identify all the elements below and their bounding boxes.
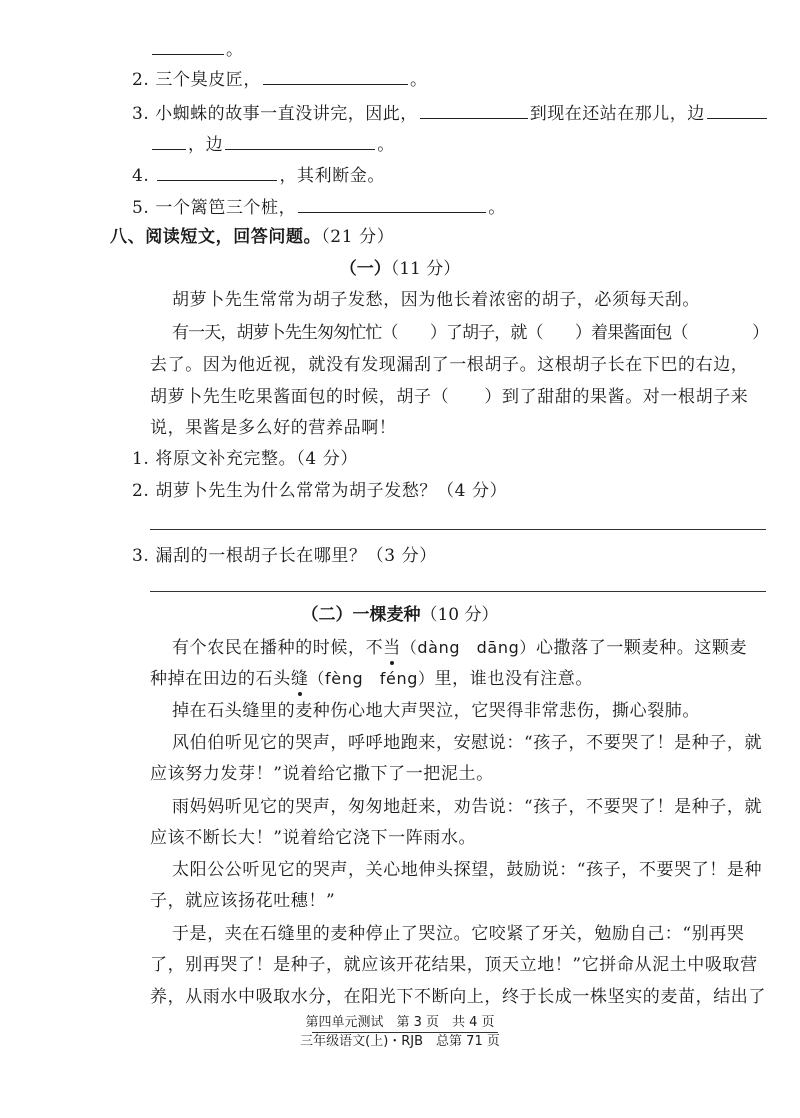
item3-line-2 (150, 131, 395, 156)
passage1-title (0, 258, 800, 280)
question1: 1. 将原文补充完整。（4 分） (132, 449, 358, 469)
passage2-para6-line2: 了，别再哭了！是种子，就应该开花结果，顶天立地！”它拼命从泥土中吸取营 (150, 955, 758, 975)
item3-line (132, 100, 769, 125)
answer-blank[interactable] (298, 194, 486, 213)
passage1-para2-line4: 说，果酱是多么好的营养品啊！ (150, 418, 397, 438)
item4-line (132, 162, 385, 187)
passage2-para6-line1: 于是，夹在石缝里的麦种停止了哭泣。它咬紧了牙关，勉励自己：“别再哭 (172, 924, 745, 944)
pinyin-choice: （dàng dāng） (400, 638, 536, 657)
passage2-text: 种掉在田边的石头 (150, 669, 291, 689)
question3: 3. 漏刮的一根胡子长在哪里？（3 分） (132, 546, 437, 566)
passage2-para4-line1: 雨妈妈听见它的哭声，匆匆地赶来，劝告说：“孩子，不要哭了！是种子，就 (172, 797, 763, 817)
passage1-title-text: （一） (339, 259, 391, 279)
passage2-score: （10 分） (420, 605, 499, 625)
passage2-text: 有个农民在播种的时候，不 (172, 638, 384, 658)
item4-num: 4. (132, 166, 156, 186)
footer-divider (312, 1032, 498, 1033)
answer-blank[interactable] (225, 131, 375, 150)
passage1-para1: 胡萝卜先生常常为胡子发愁，因为他长着浓密的胡子，必须每天刮。 (172, 290, 700, 310)
item1-line (150, 36, 244, 61)
dotted-char: 当 (383, 638, 401, 658)
passage2-para5-line1: 太阳公公听见它的哭声，关心地伸头探望，鼓励说：“孩子，不要哭了！是种 (172, 860, 763, 880)
section-heading-text: 八、阅读短文，回答问题。 (110, 227, 322, 247)
item3-end: 。 (377, 135, 395, 155)
item1-end: 。 (226, 40, 244, 60)
answer-blank[interactable] (152, 131, 186, 150)
item5-line (132, 194, 506, 219)
passage2-para3-line2: 应该努力发芽！”说着给它撒下了一把泥土。 (150, 764, 494, 784)
answer-blank[interactable] (157, 162, 277, 181)
dotted-char: 缝 (290, 669, 309, 689)
passage2-para2: 掉在石头缝里的麦种伤心地大声哭泣，它哭得非常悲伤，撕心裂肺。 (172, 701, 700, 721)
passage2-title (0, 604, 800, 626)
passage2-para5-line2: 子，就应该扬花吐穗！” (150, 891, 336, 911)
passage2-para1-line1 (172, 637, 747, 659)
passage2-para6-line3: 养，从雨水中吸取水分，在阳光下不断向上，终于长成一株坚实的麦苗，结出了 (150, 987, 766, 1007)
item3-text: 3. 小蜘蛛的故事一直没讲完，因此， (132, 104, 418, 124)
passage2-title-text: （二）一棵麦种 (301, 605, 421, 625)
item2-line (132, 66, 428, 91)
answer-blank[interactable] (707, 100, 767, 119)
answer-line[interactable] (150, 529, 766, 530)
passage1-score: （11 分） (390, 259, 461, 279)
answer-line[interactable] (150, 591, 766, 592)
answer-blank[interactable] (263, 66, 408, 85)
item5-text: 5. 一个篱笆三个桩， (132, 198, 297, 218)
passage2-text: 里，谁也没有注意。 (434, 669, 593, 689)
item2-text: 2. 三个臭皮匠， (132, 70, 262, 90)
section-heading (110, 226, 394, 248)
item2-end: 。 (410, 70, 428, 90)
page-footer-line1: 第四单元测试 第 3 页 共 4 页 (305, 1015, 495, 1030)
answer-blank[interactable] (152, 36, 224, 55)
page-footer-line2: 三年级语文(上)・RJB 总第 71 页 (300, 1034, 500, 1049)
section-score: （21 分） (321, 227, 395, 247)
passage1-para2-line2: 去了。因为他近视，就没有发现漏刮了一根胡子。这根胡子长在下巴的右边， (150, 355, 749, 375)
answer-blank[interactable] (420, 100, 528, 119)
question2: 2. 胡萝卜先生为什么常常为胡子发愁？（4 分） (132, 481, 508, 501)
passage2-text: 心撒落了一颗麦种。这颗麦 (535, 638, 748, 658)
passage2-para1-line2 (150, 668, 593, 690)
pinyin-choice: （fèng féng） (308, 669, 435, 688)
item3-text-3: ，边 (188, 135, 224, 155)
passage1-para2-line1: 有一天，胡萝卜先生匆匆忙忙（ ）了胡子，就（ ）着果酱面包（ ） (172, 323, 769, 343)
item3-text-2: 到现在还站在那儿，边 (529, 104, 705, 124)
passage1-para2-line3: 胡萝卜先生吃果酱面包的时候，胡子（ ）到了甜甜的果酱。对一根胡子来 (150, 387, 749, 407)
item5-end: 。 (488, 198, 506, 218)
passage2-para4-line2: 应该不断长大！”说着给它浇下一阵雨水。 (150, 828, 477, 848)
passage2-para3-line1: 风伯伯听见它的哭声，呼呼地跑来，安慰说：“孩子，不要哭了！是种子，就 (172, 733, 763, 753)
item4-text: ，其利断金。 (279, 166, 386, 186)
